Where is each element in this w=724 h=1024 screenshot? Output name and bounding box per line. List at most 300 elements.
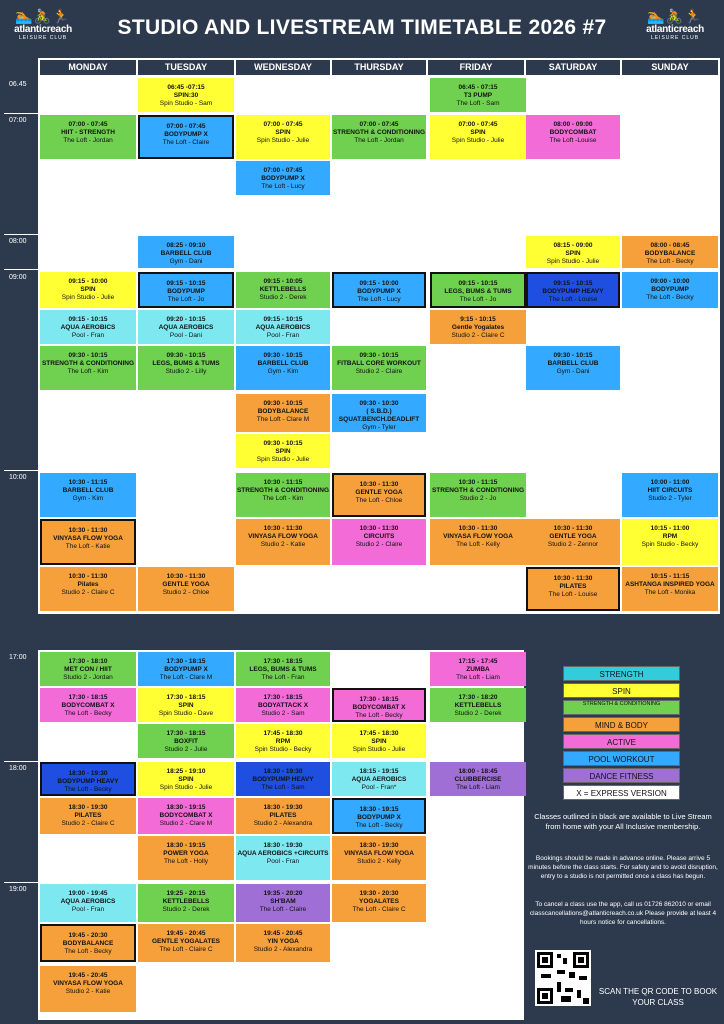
class-name: LEGS, BUMS & TUMS bbox=[249, 666, 317, 673]
class-loc: The Loft - Liam bbox=[456, 674, 500, 681]
class-name: MET CON / HIIT bbox=[64, 666, 112, 673]
class-loc: Spin Studio - Julie bbox=[61, 294, 115, 301]
time-label: 19:00 bbox=[9, 886, 27, 893]
class-cell bbox=[236, 924, 330, 962]
legend-mind-body: MIND & BODY bbox=[563, 717, 680, 732]
class-cell bbox=[430, 78, 526, 112]
class-name: AQUA AEROBICS bbox=[158, 324, 214, 331]
class-name: AQUA AEROBICS +CIRCUITS bbox=[237, 850, 329, 857]
class-cell bbox=[40, 652, 136, 686]
legend-pool: POOL WORKOUT bbox=[563, 751, 680, 766]
class-cell bbox=[622, 236, 718, 268]
class-cell bbox=[332, 272, 426, 308]
class-cell bbox=[332, 394, 426, 432]
class-cell bbox=[236, 884, 330, 922]
class-loc: The Loft - Becky bbox=[64, 948, 112, 955]
class-time: 09:30 - 10:15 bbox=[68, 352, 108, 359]
class-loc: Studio 2 - Jordan bbox=[63, 674, 113, 681]
class-cell bbox=[138, 567, 234, 611]
class-cell bbox=[332, 115, 426, 159]
class-name: BARBELL CLUB bbox=[547, 360, 599, 367]
class-cell bbox=[138, 924, 234, 962]
legend-spin: SPIN bbox=[563, 683, 680, 698]
class-cell bbox=[430, 310, 526, 344]
class-time: 07:00 - 07:45 bbox=[263, 167, 303, 174]
class-time: 19:35 - 20:20 bbox=[263, 890, 303, 897]
class-time: 09:15 - 10:15 bbox=[263, 316, 303, 323]
class-loc: Gym - Kim bbox=[267, 368, 299, 375]
class-name: T3 PUMP bbox=[463, 92, 493, 99]
class-cell bbox=[526, 567, 620, 611]
class-time: 10:00 - 11:00 bbox=[650, 479, 690, 486]
class-cell bbox=[430, 519, 526, 565]
day-header-sunday: SUNDAY bbox=[622, 60, 718, 75]
class-time: 17:30 - 18:15 bbox=[68, 694, 108, 701]
day-header-thursday: THURSDAY bbox=[332, 60, 426, 75]
class-name: AQUA AEROBICS bbox=[60, 324, 116, 331]
class-time: 07:00 - 07:45 bbox=[68, 121, 108, 128]
class-time: 09:15 - 10:15 bbox=[553, 280, 593, 287]
class-time: 10:30 - 11:30 bbox=[359, 525, 399, 532]
class-loc: The Loft - Chloe bbox=[355, 497, 403, 504]
class-time: 10:30 - 11:30 bbox=[68, 573, 108, 580]
class-loc: Pool - Fran bbox=[266, 858, 300, 865]
class-time: 19:00 - 19:45 bbox=[68, 890, 108, 897]
class-name: SPIN bbox=[565, 250, 581, 257]
class-name: BODYPUMP X bbox=[164, 666, 208, 673]
class-time: 06:45 - 07:15 bbox=[458, 84, 498, 91]
class-name: VINYASA FLOW YOGA bbox=[248, 533, 318, 540]
class-loc: The Loft - Jordan bbox=[354, 137, 404, 144]
class-loc: Spin Studio - Sam bbox=[159, 100, 213, 107]
qr-caption: SCAN THE QR CODE TO BOOK YOUR CLASS bbox=[598, 987, 718, 1007]
class-time: 18:30 - 19:30 bbox=[68, 770, 108, 777]
class-loc: The Loft - Becky bbox=[355, 822, 403, 829]
class-time: 17:15 - 17:45 bbox=[458, 658, 498, 665]
class-time: 10:30 - 11:30 bbox=[553, 525, 593, 532]
class-time: 19:25 - 20:15 bbox=[166, 890, 206, 897]
day-header-wednesday: WEDNESDAY bbox=[236, 60, 330, 75]
class-name: ASHTANGA INSPIRED YOGA bbox=[625, 581, 715, 588]
class-name: BODYCOMBAT X bbox=[352, 704, 406, 711]
class-loc: Spin Studio - Becky bbox=[641, 541, 699, 548]
class-loc: The Loft - Lucy bbox=[261, 183, 305, 190]
class-cell bbox=[332, 836, 426, 880]
class-name: LEGS, BUMS & TUMS bbox=[152, 360, 220, 367]
class-cell bbox=[40, 798, 136, 834]
class-cell bbox=[40, 310, 136, 344]
class-cell bbox=[526, 115, 620, 159]
class-name: BODYCOMBAT X bbox=[61, 702, 115, 709]
class-name: BODYPUMP HEAVY bbox=[57, 778, 119, 785]
legend-strength: STRENGTH bbox=[563, 666, 680, 681]
class-loc: Spin Studio - Becky bbox=[254, 746, 312, 753]
class-loc: The Loft - Kim bbox=[262, 495, 304, 502]
class-name: BODYPUMP bbox=[167, 288, 205, 295]
class-loc: Spin Studio - Julie bbox=[352, 746, 406, 753]
class-name: BOXFIT bbox=[174, 738, 198, 745]
class-loc: The Loft - Becky bbox=[646, 294, 694, 301]
class-cell bbox=[236, 394, 330, 432]
class-time: 18:30 - 19:30 bbox=[263, 768, 303, 775]
class-cell bbox=[40, 346, 136, 390]
class-loc: The Loft - Becky bbox=[646, 258, 694, 265]
class-time: 10:30 - 11:30 bbox=[263, 525, 303, 532]
class-loc: Studio 2 - Katie bbox=[65, 988, 111, 995]
class-time: 18:30 - 19:15 bbox=[359, 806, 399, 813]
class-name: VINYASA FLOW YOGA bbox=[443, 533, 513, 540]
class-name: KETTLEBELLS bbox=[259, 286, 307, 293]
class-cell bbox=[138, 798, 234, 834]
day-header-tuesday: TUESDAY bbox=[138, 60, 234, 75]
class-loc: Studio 2 - Tyler bbox=[648, 495, 692, 502]
class-name: BODYBALANCE bbox=[257, 408, 309, 415]
class-name: SPIN bbox=[275, 129, 291, 136]
class-name: PILATES bbox=[269, 812, 297, 819]
class-loc: Studio 2 - Kelly bbox=[357, 858, 401, 865]
class-time: 09:15 - 10:05 bbox=[263, 278, 303, 285]
class-name: BODYPUMP X bbox=[357, 288, 401, 295]
class-loc: The Loft - Claire C bbox=[159, 946, 213, 953]
class-loc: Studio 2 - Derek bbox=[454, 710, 502, 717]
class-loc: The Loft - Becky bbox=[355, 712, 403, 719]
time-divider bbox=[4, 470, 38, 471]
class-cell bbox=[622, 567, 718, 611]
class-cell bbox=[40, 924, 136, 962]
class-time: 10:30 - 11:30 bbox=[458, 525, 498, 532]
class-loc: Studio 2 - Claire C bbox=[451, 332, 505, 339]
class-loc: Spin Studio - Julie bbox=[546, 258, 600, 265]
class-name: HIIT - STRENGTH bbox=[61, 129, 115, 136]
class-name: SPIN bbox=[470, 129, 486, 136]
class-loc: The Loft - Sam bbox=[261, 784, 305, 791]
class-name: GENTLE YOGA bbox=[355, 489, 403, 496]
time-label: 09:00 bbox=[9, 274, 27, 281]
logo-right bbox=[642, 8, 708, 48]
class-loc: Studio 2 - Lilly bbox=[165, 368, 207, 375]
class-cell bbox=[236, 836, 330, 880]
time-column-evening bbox=[4, 650, 38, 1020]
class-cell bbox=[138, 652, 234, 686]
class-time: 10:30 - 11:15 bbox=[263, 479, 303, 486]
day-header-monday: MONDAY bbox=[40, 60, 136, 75]
class-name: VINYASA FLOW YOGA bbox=[53, 535, 123, 542]
class-loc: The Loft - Claire C bbox=[352, 906, 406, 913]
class-loc: The Loft -Louise bbox=[549, 137, 597, 144]
class-loc: Spin Studio - Dave bbox=[158, 710, 214, 717]
time-label: 06.45 bbox=[9, 81, 27, 88]
time-divider bbox=[4, 882, 38, 883]
class-cell bbox=[40, 473, 136, 517]
class-loc: The Loft - Claire bbox=[259, 906, 307, 913]
class-loc: The Loft - Jordan bbox=[63, 137, 113, 144]
class-loc: Studio 2 - Claire bbox=[355, 368, 403, 375]
class-loc: Gym - Tyler bbox=[362, 424, 396, 431]
class-cell bbox=[430, 115, 526, 159]
class-name: VINYASA FLOW YOGA bbox=[53, 980, 123, 987]
class-loc: The Loft - Kim bbox=[67, 368, 109, 375]
class-name: BARBELL CLUB bbox=[160, 250, 212, 257]
class-name: RPM bbox=[275, 738, 291, 745]
class-loc: The Loft - Katie bbox=[65, 543, 111, 550]
class-name: BODYPUMP HEAVY bbox=[542, 288, 604, 295]
class-time: 09:15 - 10:00 bbox=[68, 278, 108, 285]
class-cell bbox=[138, 688, 234, 722]
class-cell bbox=[332, 519, 426, 565]
time-label: 17:00 bbox=[9, 654, 27, 661]
class-time: 17:30 - 18:15 bbox=[263, 694, 303, 701]
class-name: BODYATTACK X bbox=[257, 702, 309, 709]
legend-strength-conditioning: STRENGTH & CONDITIONING bbox=[563, 700, 680, 715]
class-time: 19:30 - 20:30 bbox=[359, 890, 399, 897]
class-loc: Pool - Dani bbox=[169, 332, 203, 339]
class-time: 19:45 - 20:45 bbox=[166, 930, 206, 937]
class-name: AQUA AEROBICS bbox=[351, 776, 407, 783]
class-loc: The Loft - Fran bbox=[261, 674, 305, 681]
class-time: 07:00 - 07:45 bbox=[359, 121, 399, 128]
legend-active: ACTIVE bbox=[563, 734, 680, 749]
class-name: KETTLEBELLS bbox=[162, 898, 210, 905]
class-cell bbox=[138, 310, 234, 344]
class-name: GENTLE YOGA bbox=[162, 581, 210, 588]
class-loc: Studio 2 - Derek bbox=[259, 294, 307, 301]
class-time: 18:15 - 19:15 bbox=[359, 768, 399, 775]
class-time: 09:30 - 10:15 bbox=[263, 352, 303, 359]
class-time: 08:15 - 09:00 bbox=[553, 242, 593, 249]
class-cell bbox=[138, 236, 234, 268]
class-name: BODYBALANCE bbox=[62, 940, 114, 947]
class-loc: Studio 2 - Alexandra bbox=[253, 820, 313, 827]
class-cell bbox=[138, 346, 234, 390]
class-loc: Pool - Fran bbox=[71, 906, 105, 913]
time-divider bbox=[4, 269, 38, 270]
class-cell bbox=[236, 310, 330, 344]
qr-code[interactable] bbox=[535, 950, 591, 1006]
class-name: BODYPUMP HEAVY bbox=[252, 776, 314, 783]
class-loc: The Loft - Becky bbox=[64, 786, 112, 793]
time-divider bbox=[4, 113, 38, 114]
class-cell bbox=[236, 724, 330, 758]
class-loc: Gym - Kim bbox=[72, 495, 104, 502]
class-time: 08:00 - 09:00 bbox=[553, 121, 593, 128]
class-loc: Pool - Fran bbox=[71, 332, 105, 339]
class-loc: Spin Studio - Julie bbox=[256, 137, 310, 144]
class-name: YIN YOGA bbox=[267, 938, 299, 945]
livestream-note: Classes outlined in black are available to Live Stream from home with your All Inclusive membership. bbox=[534, 812, 712, 831]
class-cell bbox=[526, 519, 620, 565]
class-loc: Spin Studio - Julie bbox=[256, 456, 310, 463]
class-loc: Studio 2 - Claire C bbox=[61, 820, 115, 827]
class-name: KETTLEBELLS bbox=[454, 702, 502, 709]
class-loc: Studio 2 - Katie bbox=[260, 541, 306, 548]
logo-brand: atlanticreach bbox=[646, 24, 704, 35]
class-loc: The Loft - Jo bbox=[167, 296, 205, 303]
class-loc: Studio 2 - Zennor bbox=[547, 541, 599, 548]
class-name: AQUA AEROBICS bbox=[255, 324, 311, 331]
class-loc: Gym - Dani bbox=[556, 368, 590, 375]
class-time: 18:30 - 19:30 bbox=[263, 842, 303, 849]
class-name: CLUBBERCISE bbox=[454, 776, 502, 783]
class-time: 19:45 - 20:45 bbox=[263, 930, 303, 937]
class-time: 07:00 - 07:45 bbox=[263, 121, 303, 128]
class-cell bbox=[236, 652, 330, 686]
class-time: 09:30 - 10:15 bbox=[166, 352, 206, 359]
class-name: SPIN:30 bbox=[173, 92, 199, 99]
class-loc: Spin Studio - Julie bbox=[451, 137, 505, 144]
activity-icons: 🏊🚴🏃 bbox=[15, 8, 71, 24]
class-time: 17:45 - 18:30 bbox=[359, 730, 399, 737]
logo-sub: LEISURE CLUB bbox=[18, 35, 68, 41]
class-name: Pilates bbox=[77, 581, 99, 588]
class-name: SPIN bbox=[178, 702, 194, 709]
class-loc: Pool - Fran* bbox=[361, 784, 397, 791]
class-name: POWER YOGA bbox=[163, 850, 209, 857]
class-cell bbox=[40, 272, 136, 308]
class-time: 17:30 - 18:20 bbox=[458, 694, 498, 701]
class-cell bbox=[526, 272, 620, 308]
class-cell bbox=[332, 346, 426, 390]
class-cell bbox=[236, 115, 330, 159]
class-time: 17:30 - 18:15 bbox=[166, 694, 206, 701]
class-name: BODYPUMP X bbox=[261, 175, 305, 182]
class-name: Gentle Yogalates bbox=[451, 324, 505, 331]
class-cell bbox=[430, 652, 526, 686]
class-cell bbox=[430, 473, 526, 517]
class-cell bbox=[40, 688, 136, 722]
class-cell bbox=[40, 762, 136, 796]
class-loc: Pool - Fran bbox=[266, 332, 300, 339]
class-time: 17:30 - 18:10 bbox=[68, 658, 108, 665]
class-time: 08:25 - 09:10 bbox=[166, 242, 206, 249]
time-label: 10:00 bbox=[9, 474, 27, 481]
class-time: 09:30 - 10:15 bbox=[359, 352, 399, 359]
booking-note: Bookings should be made in advance online. Please arrive 5 minutes before the class starts. For safety and to avoid disruption, entry to a studio is not permitted once a class has begun. bbox=[528, 855, 718, 880]
class-time: 10:30 - 11:30 bbox=[166, 573, 206, 580]
class-cell bbox=[332, 724, 426, 758]
class-cell bbox=[138, 724, 234, 758]
class-name: AQUA AEROBICS bbox=[60, 898, 116, 905]
class-cell bbox=[526, 346, 620, 390]
class-cell bbox=[430, 272, 526, 308]
class-time: 18:00 - 18:45 bbox=[458, 768, 498, 775]
legend-dance: DANCE FITNESS bbox=[563, 768, 680, 783]
class-time: 10:30 - 11:15 bbox=[68, 479, 108, 486]
logo-left bbox=[10, 8, 76, 48]
class-cell bbox=[40, 567, 136, 611]
class-loc: The Loft - Claire bbox=[162, 139, 210, 146]
class-time: 09:30 - 10:15 bbox=[263, 440, 303, 447]
class-name: LEGS, BUMS & TUMS bbox=[444, 288, 512, 295]
class-cell bbox=[138, 272, 234, 308]
class-loc: Studio 2 - Alexandra bbox=[253, 946, 313, 953]
class-cell bbox=[138, 78, 234, 112]
class-cell bbox=[40, 966, 136, 1012]
logo-sub: LEISURE CLUB bbox=[650, 35, 700, 41]
class-name: YOGALATES bbox=[359, 898, 399, 905]
class-loc: Spin Studio - Julie bbox=[159, 784, 213, 791]
class-time: 09:15 - 10:15 bbox=[68, 316, 108, 323]
class-loc: The Loft - Becky bbox=[64, 710, 112, 717]
class-name: VINYASA FLOW YOGA bbox=[344, 850, 414, 857]
class-time: 10:30 - 11:15 bbox=[458, 479, 498, 486]
class-name: BODYPUMP bbox=[651, 286, 689, 293]
class-time: 09:00 - 10:00 bbox=[650, 278, 690, 285]
class-name: FITBALL CORE WORKOUT bbox=[337, 360, 421, 367]
time-column-morning bbox=[4, 58, 38, 614]
class-loc: The Loft - Sam bbox=[456, 100, 500, 107]
class-loc: The Loft - Monika bbox=[644, 589, 696, 596]
class-name: SPIN bbox=[371, 738, 387, 745]
class-cell bbox=[40, 519, 136, 565]
class-name: SH'BAM bbox=[270, 898, 296, 905]
class-time: 9:15 - 10:15 bbox=[460, 316, 496, 323]
class-time: 09:15 - 10:15 bbox=[458, 280, 498, 287]
class-name: CIRCUITS bbox=[363, 533, 395, 540]
class-cell bbox=[236, 161, 330, 195]
class-name: PILATES bbox=[74, 812, 102, 819]
day-header-friday: FRIDAY bbox=[428, 60, 524, 75]
class-name: RPM bbox=[662, 533, 678, 540]
class-loc: Studio 2 - Claire C bbox=[61, 589, 115, 596]
class-loc: Gym - Dani bbox=[169, 258, 203, 265]
day-header-saturday: SATURDAY bbox=[526, 60, 620, 75]
class-cell bbox=[332, 798, 426, 834]
class-name: BODYPUMP X bbox=[357, 814, 401, 821]
class-time: 19:45 - 20:45 bbox=[68, 972, 108, 979]
class-name: BARBELL CLUB bbox=[257, 360, 309, 367]
class-name: PILATES bbox=[559, 583, 587, 590]
time-divider bbox=[4, 761, 38, 762]
class-time: 09:30 - 10:15 bbox=[553, 352, 593, 359]
class-cell bbox=[332, 884, 426, 922]
class-name: STRENGTH & CONDITIONING bbox=[431, 487, 525, 494]
class-name: STRENGTH & CONDITIONING bbox=[236, 487, 330, 494]
legend-express: X = EXPRESS VERSION bbox=[563, 785, 680, 800]
class-name: STRENGTH & CONDITIONING bbox=[332, 129, 426, 136]
class-time: 18:30 - 19:30 bbox=[359, 842, 399, 849]
class-cell bbox=[40, 884, 136, 922]
class-cell bbox=[236, 688, 330, 722]
class-loc: The Loft - Clare M bbox=[256, 416, 310, 423]
class-loc: Studio 2 - Derek bbox=[162, 906, 210, 913]
class-cell bbox=[236, 473, 330, 517]
time-label: 18:00 bbox=[9, 765, 27, 772]
class-name: BODYCOMBAT bbox=[549, 129, 597, 136]
class-time: 18:30 - 19:30 bbox=[68, 804, 108, 811]
class-time: 09:15 - 10:00 bbox=[359, 280, 399, 287]
time-divider bbox=[4, 234, 38, 235]
class-loc: Studio 2 - Julie bbox=[164, 746, 208, 753]
class-name: BODYPUMP X bbox=[164, 131, 208, 138]
class-name: SPIN bbox=[80, 286, 96, 293]
class-cell bbox=[236, 762, 330, 796]
class-name: BODYCOMBAT X bbox=[159, 812, 213, 819]
class-time: 18:30 - 19:15 bbox=[166, 804, 206, 811]
class-cell bbox=[138, 115, 234, 159]
time-label: 08:00 bbox=[9, 238, 27, 245]
class-cell bbox=[526, 236, 620, 268]
class-cell bbox=[332, 688, 426, 722]
cancel-note: To cancel a class use the app, call us 01726 862010 or email classcancellations@atlanticreach.co.uk Please provide at least 4 hours notice for cancellations. bbox=[529, 901, 717, 926]
class-cell bbox=[622, 473, 718, 517]
class-loc: The Loft - Holly bbox=[163, 858, 209, 865]
class-time: 17:30 - 18:15 bbox=[166, 658, 206, 665]
class-cell bbox=[622, 272, 718, 308]
class-cell bbox=[138, 836, 234, 880]
class-name: BARBELL CLUB bbox=[62, 487, 114, 494]
class-time: 10:30 - 11:30 bbox=[359, 481, 399, 488]
class-time: 09:30 - 10:30 bbox=[359, 400, 399, 407]
